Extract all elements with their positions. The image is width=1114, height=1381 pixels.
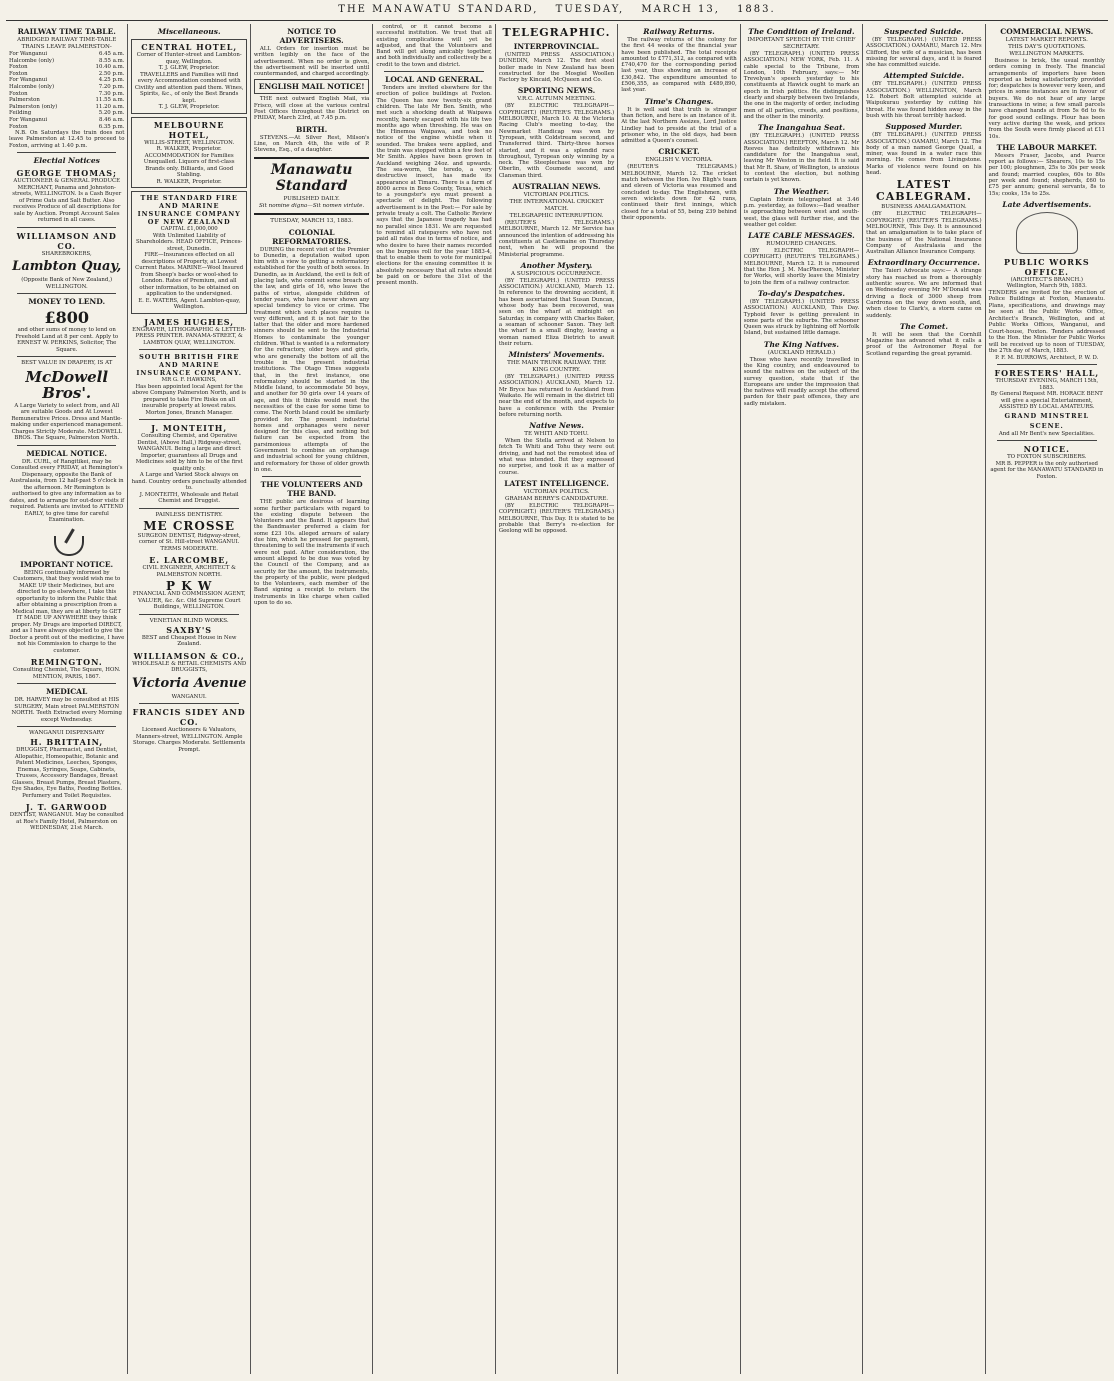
local-head: LOCAL AND GENERAL. (385, 75, 484, 85)
markets-body: Business is brisk, the usual monthly orders coming in freely. The financial arrangements of importers have been reported as being satisfactorily provided for; despatches is however very keen, and prices in some instances are in favour of buyers. We do not hear of any large transactions in wine; a few small parcels have changed hands at from 5s 6d to 6s for good sound cellings. Flour has been very active during the week, and prices from the South were firmly placed at £11 10s. (988, 58, 1105, 140)
latest-cable-head: LATEST CABLEGRAM. (876, 178, 972, 204)
weather-head: The Weather. (773, 186, 830, 196)
railway-head: RAILWAY TIME TABLE. (17, 27, 116, 36)
telegraphic-head: TELEGRAPHIC. (502, 26, 611, 39)
english-mail-head: ENGLISH MAIL NOTICE! (254, 79, 369, 94)
railway-leave: TRAINS LEAVE PALMERSTON- (21, 44, 112, 50)
body-top: control, or it cannot become a successful institution. We trust that all existing complications will yet be adjusted, and that the Volunteers and Band will get along amicably together, and both individually and collectively be a credit to the town and district. (376, 24, 492, 68)
masthead-title: THE MANAWATU STANDARD, (338, 4, 539, 15)
suspected-body: (BY TELEGRAPH.) (UNITED PRESS ASSOCIATION.) OAMARU, March 12. Mrs Clifford, the wife of a musician, has been missing for several days, and it is feared she has committed suicide. (866, 37, 982, 69)
wellington-markets-sub: WELLINGTON MARKETS. (1009, 51, 1085, 57)
business-body: (BY ELECTRIC TELEGRAPH—COPYRIGHT.) (REUTER'S TELEGRAMS.) MELBOURNE, This Day. It is announced that an amalgamation is to take place of the business of the National Insurance Company of Australasia and the Australian Alliance Insurance Company. (866, 211, 982, 256)
ad-harvey: MEDICAL DR. HARVEY may be consulted at HIS SURGERY, Main street PALMERSTON NORTH. Teeth Extracted every Morning except Wednesday. (11, 687, 122, 723)
volunteers-body: THE public are desirous of learning some further particulars with regard to the existing dispute between the Volunteers and the Band. It appears that the Bandmaster preferred a claim for some £23 10s. alleged arrears of salary due him, which he pressed for payment, threatening to sell the instruments if such were not paid. After consideration, the amount alleged to be due was voted by the Council of the Company, and as security for the amount, the instruments, the property of the public, were pledged to the Volunteers, each member of the Band signing a receipt to return the instruments in like charge when called upon to do so. (253, 499, 370, 606)
rumoured-body: (BY ELECTRIC TELEGRAPH—COPYRIGHT.) (REUTER'S TELEGRAMS.) MELBOURNE, March 12. It is rumoured that the Hon J. M. MacPherson, Minister for Works, will shortly leave the Ministry to join the firm of a railway contractor. (743, 248, 860, 286)
graham-body: (BY ELECTRIC TELEGRAPH—COPYRIGHT.) (REUTER'S TELEGRAMS.) MELBOURNE, This Day. It is stated to be probable that Berry's re-election for Geelong will be opposed. (498, 502, 615, 535)
natives-head: The King Natives. (763, 339, 839, 349)
labour-body: Messrs Fraser, Jacobs, and Pearce report as follows:— Shearers, 10s to 15s per 100; ploughmen, 25s to 30s per week and found; married couples, 60s to 80s per week and found; shepherds, £60 to £75 per annum; general servants, 8s to 15s; cooks, 15s to 25s. (988, 152, 1105, 197)
ad-thomas: GEORGE THOMAS; AUCTIONEER & GENERAL PRODUCE MERCHANT, Panama and Johnston-streets, WELLINGTON. Is a Cash Buyer of Prime Oats and Salt Butter. Also receives Produce of all descriptions for sale by Auction. Prompt Account Sales returned in all cases. (12, 168, 122, 224)
labour-head: THE LABOUR MARKET. (996, 142, 1097, 152)
ad-pkw: P K W FINANCIAL AND COMMISSION AGENT, VALUER, &c. &c. Old Supreme Court Buildings, WELLINGTON. (132, 579, 246, 610)
attempted-head: Attempted Suicide. (883, 71, 965, 81)
colonial-head: COLONIAL REFORMATORIES. (272, 227, 352, 246)
ad-crosse: PAINLESS DENTISTRY. ME CROSSE SURGEON DENTIST, Ridgway-street, corner of St. Hill-street WANGANUI. TERMS MODERATE. (137, 511, 241, 552)
ad-pepper: NOTICE. TO FOXTON SUBSCRIBERS. MR B. PEPPER is the only authorised agent for the MANAWATU STANDARD in Foxton. (990, 444, 1104, 480)
table-row: Foxton 7.30 p.m. (9, 90, 125, 97)
railway-table (9, 51, 124, 130)
ad-monteith: J. MONTEITH, Consulting Chemist, and Operative Dentist, (Above Hall,) Ridgway-street, WANGANUI. Being a large and direct Importer, guarantees all Drugs and Medicines sold by him to be of the first quality only. A Large and Varied Stock always on hand. Country orders punctually attended to. J. MONTEITH, Wholesale and Retail Chemist and Druggist. (131, 423, 247, 504)
times-head: Time's Changes. (644, 96, 714, 106)
cricket-head: CRICKET. (658, 147, 700, 157)
table-row: Palmerston (only) 11.20 a.m. (9, 103, 125, 110)
masthead-date: MARCH 13, (641, 4, 720, 15)
sporting-sub: V.R.C. AUTUMN MEETING. (517, 96, 596, 103)
english-mail-body: THE next outward English Mail, via Frisco, will close at the various central Post Offices throughout the District on FRIDAY, March 23rd, at 7.45 p.m. (253, 96, 370, 122)
cricket-sub: ENGLISH V. VICTORIA. (645, 157, 713, 164)
ad-williamson-chemists: WILLIAMSON & CO., WHOLESALE & RETAIL CHEMISTS AND DRUGGISTS, Victoria Avenue WANGANUI. (131, 650, 247, 700)
columns (6, 24, 1108, 1374)
notice-body: ALL Orders for insertion must be written legibly on the face of the advertisement. When no order is given, the advertisement will be inserted until countermanded, and charged accordingly. (253, 46, 370, 78)
ad-garwood: J. T. GARWOOD DENTIST, WANGANUI. May be consulted at Roe's Family Hotel, Palmerston on WEDNESDAY, 21st March. (9, 802, 124, 832)
natives-sub: (AUCKLAND HERALD.) (767, 349, 836, 356)
despatches-head: To-day's Despatches. (757, 288, 845, 298)
misc-head: Miscellaneous. (157, 27, 221, 36)
column-8 (863, 24, 985, 1374)
date-line: TUESDAY, MARCH 13, 1883. (270, 217, 354, 224)
despatches-body: (BY TELEGRAPH.) (UNITED PRESS ASSOCIATION.) AUCKLAND, This Day. Typhoid fever is getting prevalent in some parts of the suburbs. The schooner Queen was struck by lightning off Norfolk Island, but sustained little damage. (743, 298, 860, 337)
australian-head: AUSTRALIAN NEWS. (512, 182, 601, 192)
tel-int-sub: TELEGRAPHIC INTERRUPTION. (509, 213, 604, 220)
mystery-body: (BY TELEGRAPH.) (UNITED PRESS ASSOCIATION.) AUCKLAND, March 12. In reference to the drowning accident, it has been ascertained that Susan Duncan, whose body has been recovered, was seen on the wharf at midnight on Saturday, in company with Charles Baker, a seaman of schooner Saxon. They left the wharf in a small dinghy, leaving a woman named Eliza Dietrich to await their return. (498, 277, 615, 347)
late-ads-head: Late Advertisements. (1002, 199, 1092, 209)
ad-mcdowell: BEST VALUE IN DRAPERY, IS AT McDowell Bros'. A Large Variety to select from, and All are suitable Goods and At Lowest Remunerative Prices. Dress and Mantle-making under experienced management. Charges Strictly Moderate. McDOWELL BROS. The Square, Palmerston North. (10, 360, 123, 442)
times-body: It is well said that truth is stranger than fiction, and here is an instance of it. At the last Northern Assizes, Lord Justice Lindley had to preside at the trial of a prisoner who, in the old days, had been admitted a Queen's counsel. (621, 106, 737, 145)
ad-brittain: WANGANUI DISPENSARY H. BRITTAIN, DRUGGIST, Pharmacist, and Dentist, Allopathic, Homeopathic, Botanic and Patent Medicines, Leeches, Sponges, Enemas, Syringes, Soaps, Cabinets, Trusses, Accessory Bandages, Breast Glasses, Breast Pumps, Breast Plasters, Eye Shades, Eye Baths, Feeding Bottles. Perfumery and Toilet Requisites. (11, 730, 122, 799)
ad-central-hotel: CENTRAL HOTEL, Corner of Hunter-street and Lambton-quay, Wellington. T. J. GLEW, Proprietor. TRAVELLERS and Families will find every Accommodation combined with Civility and attention paid them. Wines, Spirits, &c., of only the Best Brands kept. T. J. GLEW, Proprietor. (131, 39, 246, 114)
native-head: Native News. (529, 421, 584, 431)
native-body: When the Stella arrived at Nelson to fetch Te Whiti and Tohu they were out driving, and had not the remotest idea of what was intended. But they expressed no surprise, and took it as a matter of course. (498, 438, 615, 476)
column-5 (496, 24, 618, 1374)
sporting-head: SPORTING NEWS. (517, 86, 596, 96)
extraordinary-head: Extraordinary Occurrence. (867, 258, 980, 268)
railway-note: N.B. On Saturdays the train does not leave Palmerston at 12.45 to proceed to Foxton, arriving at 1.40 p.m. (9, 130, 125, 149)
comet-head: The Comet. (899, 321, 948, 331)
latest-head: LATEST INTELLIGENCE. (504, 478, 609, 488)
latest-market-sub: LATEST MARKET REPORTS. (1005, 37, 1088, 43)
volunteers-head: THE VOLUNTEERS AND THE BAND. (260, 480, 363, 499)
ad-standard-insurance: THE STANDARD FIRE AND MARINE INSURANCE COMPANY OF NEW ZEALAND CAPITAL £1,000,000 With Unlimited Liability of Shareholders. HEAD OFFICE, Princes-street, Dunedin. FIRE—Insurances effected on all descriptions of Property, at Lowest Current Rates. MARINE—Wool Insured from Sheep's backs or wool-shed to London. Rates of Premium, and all other information, to be obtained on application to the undersigned. E. E. WATERS, Agent. Lambton-quay, Wellington. (131, 191, 246, 314)
telegraphic-body: (UNITED PRESS ASSOCIATION.) DUNEDIN, March 12. The first steel boiler made in New Zealand has been constructed for the Mosgiel Woollen Factory by Kincaid, McQueen and Co. (498, 52, 615, 84)
weather-body: Captain Edwin telegraphed at 3.46 p.m. yesterday, as follows:—Bad weather is approaching between west and south-west, the glass will further rise, and the weather get colder. (743, 196, 860, 228)
ad-larcombe: E. LARCOMBE, CIVIL ENGINEER, ARCHITECT & PALMERSTON NORTH. (142, 555, 236, 578)
table-row: For Wanganui 4.25 p.m. (9, 77, 125, 84)
railway-returns-head: Railway Returns. (643, 27, 715, 36)
sporting-body: (BY ELECTRIC TELEGRAPH—COPYRIGHT.) (REUTER'S TELEGRAMS.) MELBOURNE, March 10. At the Victoria Racing Club's meeting to-day, the Newmarket Handicap was won by Tyropean, with Coldstream second, and Transferred third. Thirty-three horses started, and it was a splendid race throughout, Tyropean only winning by a neck. The Steeplechase was won by Oberlin, with Coumede second, and Clansman third. (498, 103, 615, 179)
business-head: BUSINESS AMALGAMATION. (881, 204, 967, 211)
victorian-sub: VICTORIAN POLITICS. (523, 192, 590, 199)
ministers-sub: THE MAIN TRUNK RAILWAY. THE KING COUNTRY. (507, 360, 606, 374)
inangahua-head: The Inangahua Seat. (757, 123, 846, 133)
column-2 (128, 24, 250, 1374)
ministers-head: Ministers' Movements. (508, 350, 605, 360)
ad-sidey: FRANCIS SIDEY AND CO. Licensed Auctioneers & Valuators, Manners-street, WELLINGTON. Ample Storage. Charges Moderate. Settlements Prompt. (132, 707, 246, 753)
suspected-head: Suspected Suicide. (884, 27, 964, 36)
natives-body: Those who have recently travelled in the King country, and endeavoured to sound the natives on the subject of the survey question, state that if the Europeans are under the impression that the natives will readily accept the offered parden for their past offences, they are sadly mistaken. (743, 356, 860, 407)
table-row: Foxton 6.35 p.m. (9, 123, 125, 130)
attempted-body: (BY TELEGRAPH.) (UNITED PRESS ASSOCIATION.) WELLINGTON, March 12. Robert Bolt attempted suicide at Waipukurau yesterday by cutting his throat. He was found hidden away in the bush with his throat terribly hacked. (866, 81, 982, 119)
ad-public-works: PUBLIC WORKS OFFICE. (ARCHITECT'S BRANCH.) Wellington, March 9th, 1883. TENDERS are invited for the erection of Police Buildings at Foxton, Manawatu. Plans, specifications, and drawings may be seen at the Public Works Office, Architect's Branch, Wellington, and at Public Works Offices, Wanganui, and Court-house, Foxton. Tenders addressed to the Hon. the Minister for Public Works will be received up to noon of TUESDAY, the 27th day of March, 1883. P. F. M. BURROWS, Architect, P. W. D. (988, 256, 1105, 361)
ad-important: IMPORTANT NOTICE. BEING continually informed by Customers, that they would wish me to MAKE UP their Medicines, but are directed to go elsewhere, I take this opportunity to inform the Public that after obtaining a prescription from a Medical man, they are at liberty to GET IT MADE UP ANYWHERE they think proper. My Drugs are imported DIRECT, and as I have always objected to give the Doctor a profit out of the medicine, I have not his Commission to charge to the customer. (9, 559, 125, 654)
ad-south-british: SOUTH BRITISH FIRE AND MARINE INSURANCE COMPANY. MR G. F. HAWKINS, Has been appointed local Agent for the above Company Palmerston North, and is prepared to take Fire Risks on all insurable property at lowest rates. Morton Jones, Branch Manager. (132, 353, 247, 416)
column-6 (618, 24, 740, 1374)
table-row: Foxton 10.40 a.m. (9, 64, 125, 71)
column-7 (741, 24, 863, 1374)
ad-melbourne-hotel: MELBOURNE HOTEL, WILLIS-STREET, WELLINGTON. R. WALKER, Proprietor. ACCOMMODATION for Families Unequalled. Liquors of first-class Brands only. Billiards, and Good Stabling. R. WALKER, Proprietor. (131, 117, 246, 189)
native-sub: TE WHITI AND TOHU. (524, 431, 589, 438)
comet-body: It will be seen that the Cornhill Magazine has advanced what it calls a proof of the Astronomer Royal for Scotland regarding the great pyramid. (866, 331, 982, 357)
cricket-int-sub: THE INTERNATIONAL CRICKET MATCH. (509, 199, 604, 213)
ad-foresters: FORESTERS' HALL, THURSDAY EVENING, MARCH 15th, 1883. By General Request MR. HORACE BENT will give a special Entertainment, ASSISTED BY LOCAL AMATEURS. GRAND MINSTREL SCENE. And all Mr Bent's new Specialities. (990, 368, 1103, 437)
table-row: Halcombe (only) 8.55 a.m. (9, 57, 125, 64)
murder-head: Supposed Murder. (885, 122, 963, 132)
murder-body: (BY TELEGRAPH.) (UNITED PRESS ASSOCIATION.) OAMARU, March 12. The body of a man named George Quail, a miner, was found in a water race this morning. He comes from Livingstone. Marks of violence were found on his head. (866, 132, 982, 177)
quotations-sub: THIS DAY'S QUOTATIONS. (1008, 44, 1086, 50)
table-row: Halcombe (only) 7.20 p.m. (9, 83, 125, 90)
motto: Sit nomine digna—Sit nomen virtute. (258, 202, 365, 209)
mortar-pestle-icon (50, 528, 84, 556)
local-body: Tenders are invited elsewhere for the erection of police buildings at Foxton. The Queen has now twenty-six grand children. The late Mr Ben. Smith, who met such a shocking death at Waipawa recently, barely escaped with his life two months ago when threshing. He was on the Hinemoa Waipawa, and took no notice of the engine whistle when it sounded. The brakes were applied, and the train was stopped within a few feet of Mr Smith. Apples have been grown in Auckland weighing 24oz. and upwards. The sea-worm, the teredo, a very destructive insect, has made its appearance at Timaru. There is a farm of 8000 acres in Bexo County, Texas, which to a youngster's eye must present a spectacle of delight. The following advertisement is in the Post:— For sale by private treaty a colt. The Catholic Review says that the Japanese tragedy has had no parallel since 1831. We are requested to remind all ratepayers who have not paid all rates due in terms of notice, and who desire to have their names recorded on the burgess roll for the year 1883-4, that to enable them to vote for municipal elections for the ensuing committee it is absolutely necessary that all rates should be paid on or before the 31st of the present month. (376, 85, 492, 287)
paper-title: Manawatu Standard (270, 161, 353, 194)
ad-hughes: JAMES HUGHES, ENGRAVER, LITHOGRAPHIC & LETTER-PRESS PRINTER. PANAMA-STREET, & LAMBTON QUAY, WELLINGTON. (132, 316, 247, 346)
rumoured-sub: RUMOURED CHANGES. (766, 241, 837, 248)
ad-money: MONEY TO LEND. £800 and other sums of money to lend on Freehold Land at 8 per cent. Apply to ERNEST W. PERKINS, Solicitor, The Square. (15, 297, 119, 353)
inangahua-body: (BY TELEGRAPH.) (UNITED PRESS ASSOCIATION.) REEFTON, March 12. Mr Reeves has definitely withdrawn his candidature for the Inangahua seat, leaving Mr Weston in the field. It is said that Mr R. Shaw, of Wellington, is anxious to contest the election, but nothing certain is yet known. (743, 133, 860, 184)
tel-body: (REUTER'S TELEGRAMS.) MELBOURNE, March 12. Mr Service has announced the intention of addressing his constituents at Castlemaine on Thursday next, when he will propound the Ministerial programme. (498, 220, 615, 258)
latest-sub: VICTORIAN POLITICS. (523, 488, 590, 495)
railway-sub: ABRIDGED RAILWAY TIME-TABLE (17, 37, 117, 43)
masthead-day: TUESDAY, (555, 4, 625, 15)
colonial-body: DURING the recent visit of the Premier to Dunedin, a deputation waited upon him with a view to getting a reformatory established for the youth of both sexes. In Dunedin, as in Auckland, the evil is felt of placing lads, who commit some breach of the law, and girls of 16, who leave the paths of virtue, alongside children of tender years, who have never shown any special tendency to vice or crime. The treatment which such places require is very different, and it is not fair to the latter that the older and more hardened sinners should be sent to the Industrial Homes to contaminate the younger children. What is wanted is a reformatory for the refractory, older boys and girls, who are generally the bottom of all the trouble in the present industrial institutions. The Otago Times suggests that, in the first instance, one reformatory should be started in the Middle Island, to accommodate 50 boys, and another for 50 girls over 14 years of age, and this it thinks would meet the necessities of the case for some time to come. The North Island could be similarly provided for. The present industrial homes and orphanages were never designed for this class, and nothing but failure can be expected from the parsimonious attempts of the Government to combine an orphanage and industrial school for young children, and reformatory for those of older growth in one. (253, 246, 370, 473)
coat-of-arms-icon (1016, 212, 1078, 254)
table-row: Foxton 2.50 p.m. (9, 70, 125, 77)
interprovincial-head: INTERPROVINCIAL. (513, 42, 600, 51)
ad-remington: REMINGTON. Consulting Chemist, The Square, HON. MENTION, PARIS, 1867. (12, 657, 121, 680)
edict-head: Electial Notices (33, 156, 100, 166)
mystery-head: Another Mystery. (520, 260, 593, 270)
masthead-year: 1883. (737, 4, 776, 15)
condition-body: (BY TELEGRAPH.) (UNITED PRESS ASSOCIATION.) NEW YORK, Feb. 11. A cable special to the Tribune, from London, 10th February, says:— Mr Trevelyan's speech yesterday to his constituents at Hawick ought to mark an epoch in Irish politics. He distinguishes clearly and sharply between two Irelands, the one in the majority of order, including men of all parties, creeds, and positions, and the other in the minority. (743, 51, 860, 120)
cricket-body: (REUTER'S TELEGRAMS.) MELBOURNE, March 12. The cricket match between the Hon. Ivo Bligh's team and eleven of Victoria was resumed and concluded to-day. The Englishmen, with seven wickets down for 42 runs, continued their first innings, which closed for a total of 55, being 239 behind their opponents. (621, 164, 737, 221)
column-4 (373, 24, 495, 1374)
column-3 (251, 24, 373, 1374)
late-cable-head: LATE CABLE MESSAGES. (748, 231, 855, 241)
railway-returns-body: The railway returns of the colony for the first 44 weeks of the financial year have been published. The total receipts amounted to £771,312, as compared with £740,470 for the corresponding period last year, thus showing an increase of £30,842. The expenditure amounted to £506,355, as compared with £489,890, last year. (621, 37, 737, 94)
commercial-head: COMMERCIAL NEWS. (1000, 27, 1094, 36)
ad-williamson: WILLIAMSON AND CO. SHAREBROKERS, Lambton Quay, (Opposite Bank of New Zealand,) WELLINGTON. (12, 230, 122, 290)
table-row: Palmerston 11.55 a.m. (9, 97, 125, 104)
condition-head: The Condition of Ireland. (748, 27, 855, 36)
condition-sub: IMPORTANT SPEECH BY THE CHIEF SECRETARY. (747, 37, 856, 50)
table-row: Feilding 5.20 p.m. (9, 110, 125, 117)
notice-head: NOTICE TO ADVERTISERS. (279, 27, 344, 45)
ministers-body: (BY TELEGRAPH.) (UNITED PRESS ASSOCIATION.) AUCKLAND, March 12. Mr Bryce has returned to Auckland from Waikato. He will remain in the district till near the end of the month, and expects to have a conference with the Premier before returning north. (498, 374, 615, 418)
ad-saxby: VENETIAN BLIND WORKS. SAXBY'S BEST and Cheapest House in New Zealand. (141, 617, 237, 647)
column-1 (6, 24, 128, 1374)
birth-body: STEVENS.—At Silver Rest, Milson's Line, on March 4th, the wife of P. Stevens, Esq., of a daughter. (253, 134, 370, 154)
column-9 (986, 24, 1108, 1374)
birth-head: BIRTH. (296, 124, 328, 134)
ad-medical: MEDICAL NOTICE. DR. CURL, of Rangitikei, may be Consulted every FRIDAY, at Remington's Dispensary, opposite the Bank of Australasia, from 12 half-past 5 o'clock in the afternoon. Mr Remington is authorised to give any information as to dates, and to arrange for out-door visits if required. Patients are invited to ATTEND EARLY, to give time for careful Examination. (9, 448, 125, 524)
graham-head: GRAHAM BERRY'S CANDIDATURE. (505, 495, 609, 502)
masthead (6, 4, 1108, 21)
mystery-sub: A SUSPICIOUS OCCURRENCE. (511, 270, 603, 277)
table-row: For Wanganui 8.46 a.m. (9, 116, 125, 123)
published-line: PUBLISHED DAILY. (283, 195, 340, 202)
extraordinary-body: The Taieri Advocate says:— A strange story has reached us from a thoroughly authentic source. We are informed that on Wednesday evening Mr M'Donald was driving a flock of 3000 sheep from Cardrona on the way down south, and, when close to Clark's, a storm came on suddenly. (866, 268, 982, 319)
table-row: For Wanganui 6.45 a.m. (9, 51, 125, 57)
